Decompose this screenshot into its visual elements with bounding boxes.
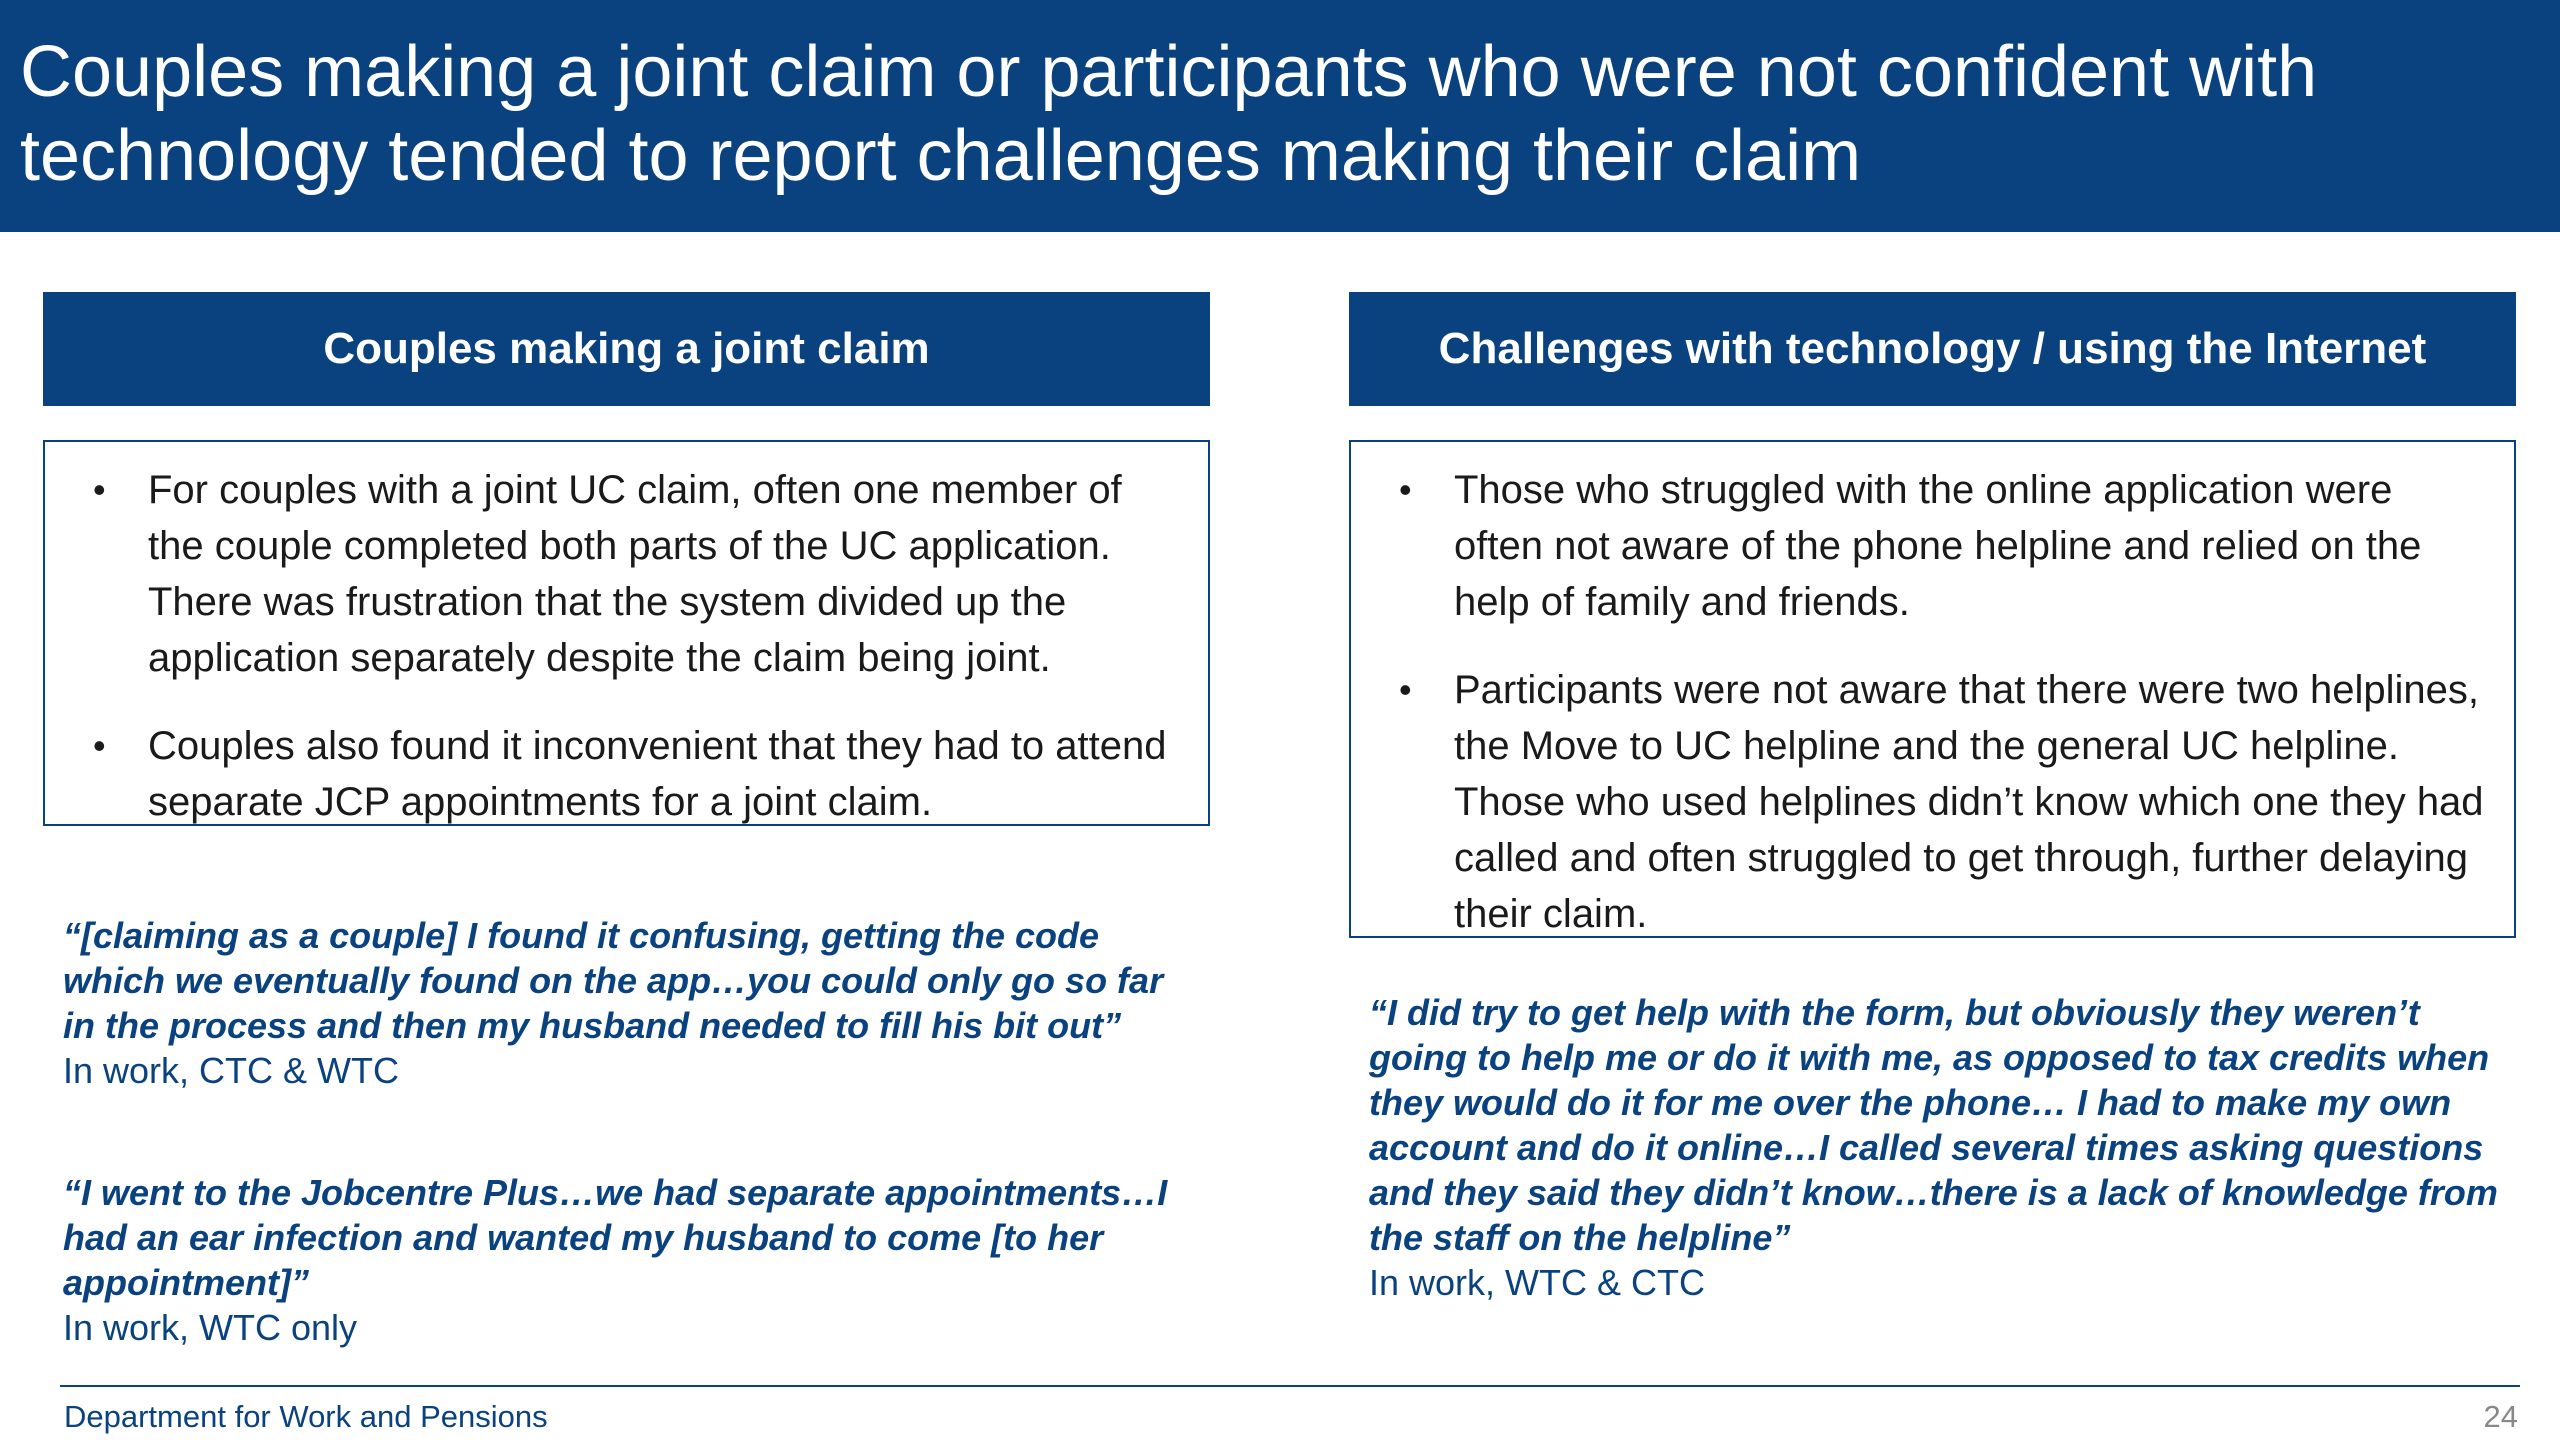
footer-organisation: Department for Work and Pensions: [64, 1399, 548, 1434]
bullet-text: Couples also found it inconvenient that they had to attend separate JCP appointments for a joint claim.: [148, 724, 1167, 824]
left-bullet-list: [45, 442, 1208, 830]
left-quote-1: [63, 913, 1203, 1093]
right-quote-1: [1369, 990, 2519, 1305]
quote-text: “[claiming as a couple] I found it confusing, getting the code which we eventually found on the app…you could only go so far in the process and then my husband needed to fill his bit out”: [63, 915, 1164, 1046]
page-number: 24: [2483, 1399, 2518, 1434]
bullet-text: For couples with a joint UC claim, often one member of the couple completed both parts of the UC application. There was frustration that the system divided up the application separately despite the claim being joint.: [148, 468, 1122, 680]
quote-source: In work, WTC only: [63, 1307, 358, 1348]
left-bullet-item: [75, 718, 1178, 830]
bullet-icon: •: [1399, 669, 1412, 710]
right-bullet-box: [1349, 440, 2516, 938]
bullet-icon: •: [93, 469, 106, 510]
title-banner: [0, 0, 2560, 232]
bullet-icon: •: [93, 725, 106, 766]
left-quote-2: [63, 1170, 1203, 1350]
bullet-text: Those who struggled with the online application were often not aware of the phone helpline and relied on the help of family and friends.: [1454, 468, 2422, 624]
left-column-header: Couples making a joint claim: [43, 292, 1210, 406]
bullet-text: Participants were not aware that there were two helplines, the Move to UC helpline and the general UC helpline. Those who used helplines didn’t know which one they had called and often struggled to get through, further delaying their claim.: [1454, 668, 2484, 936]
right-column-header: Challenges with technology / using the Internet: [1349, 292, 2516, 406]
quote-source: In work, CTC & WTC: [63, 1050, 400, 1091]
quote-text: “I went to the Jobcentre Plus…we had separate appointments…I had an ear infection and wanted my husband to come [to her appointment]”: [63, 1172, 1168, 1303]
right-bullet-list: [1351, 442, 2514, 942]
left-bullet-box: [43, 440, 1210, 826]
quote-text: “I did try to get help with the form, but obviously they weren’t going to help me or do it with me, as opposed to tax credits when they would do it for me over the phone… I had to make my own account and do it online…I called several times asking questions and they said they didn’t know…there is a lack of knowledge from the staff on the helpline”: [1369, 992, 2498, 1258]
right-bullet-item: [1381, 662, 2484, 942]
quote-source: In work, WTC & CTC: [1369, 1262, 1706, 1303]
slide-title: Couples making a joint claim or participants who were not confident with technology tended to report challenges making their claim: [20, 32, 2318, 196]
left-bullet-item: [75, 462, 1178, 686]
bullet-icon: •: [1399, 469, 1412, 510]
footer-divider: [60, 1385, 2520, 1387]
right-bullet-item: [1381, 462, 2484, 630]
